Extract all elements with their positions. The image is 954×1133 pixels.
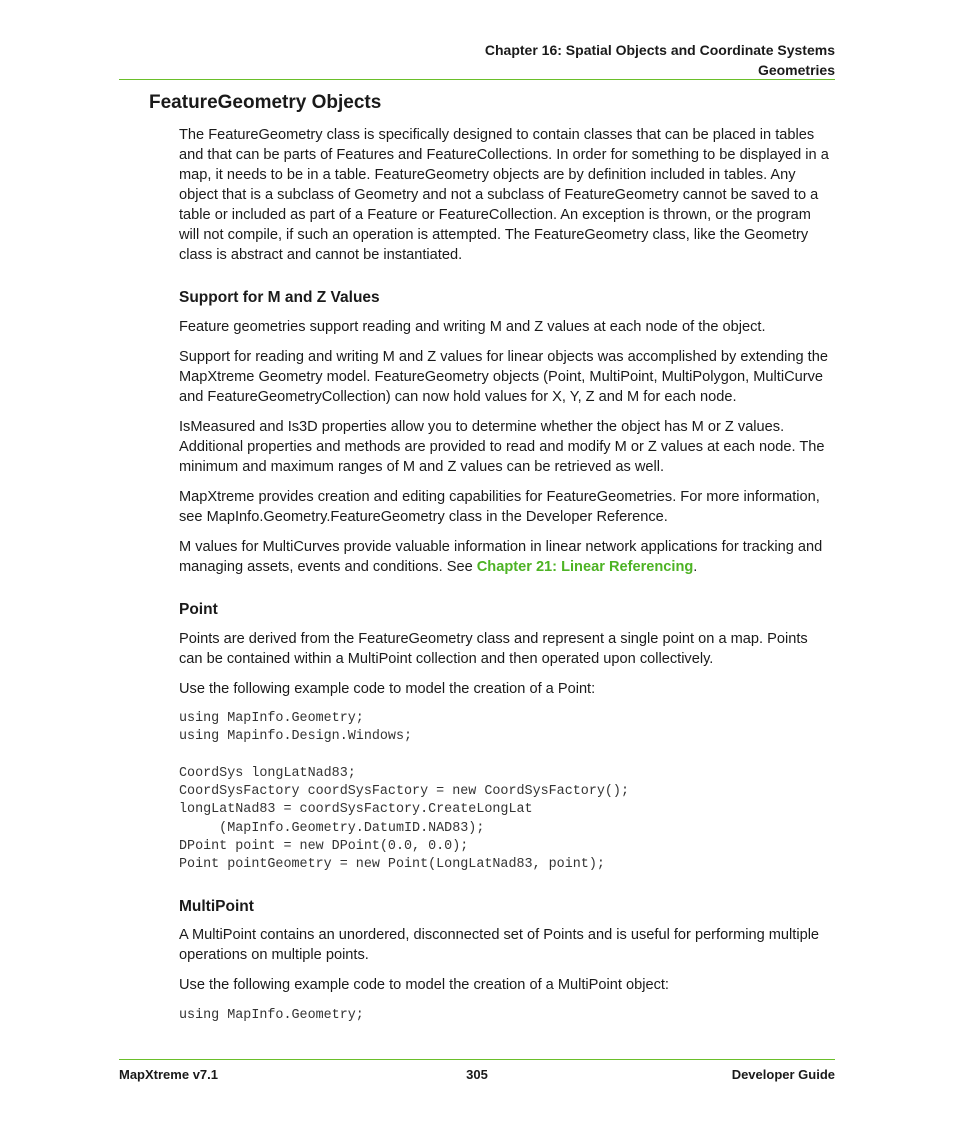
multipoint-paragraph-1: A MultiPoint contains an unordered, disconnected set of Points and is useful for performing multiple operations on multiple points. (179, 926, 820, 963)
footer-product: MapXtreme v7.1 (119, 1067, 218, 1082)
mz-paragraph-4: MapXtreme provides creation and editing capabilities for FeatureGeometries. For more information, see MapInfo.Geometry.FeatureGeometry class in the Developer Reference. (179, 489, 820, 525)
point-heading: Point (179, 601, 218, 618)
main-content (179, 125, 835, 1025)
multipoint-heading: MultiPoint (179, 897, 254, 915)
mz-heading: Support for M and Z Values (179, 289, 380, 306)
multipoint-paragraph-2: Use the following example code to model the creation of a MultiPoint object: (179, 976, 669, 993)
linear-referencing-link[interactable]: Chapter 21: Linear Referencing (476, 559, 694, 575)
point-paragraph-1: Points are derived from the FeatureGeometry class and represent a single point on a map. Points can be contained within a MultiPoint collection and then operated upon collectively. (179, 631, 808, 667)
header-section: Geometries (757, 62, 835, 78)
mz-paragraph-1: Feature geometries support reading and writing M and Z values at each node of the object. (179, 319, 766, 335)
mz-paragraph-5-text: M values for MultiCurves provide valuable information in linear network applications for tracking and managing assets, events and conditions. See (179, 539, 823, 575)
point-paragraph-2: Use the following example code to model the creation of a Point: (179, 681, 596, 697)
running-header (485, 40, 835, 80)
mz-paragraph-3: IsMeasured and Is3D properties allow you to determine whether the object has M or Z values. Additional properties and methods are provided to read and modify M or Z values at each node. The minimum and maximum ranges of M and Z values can be retrieved as well. (179, 419, 825, 475)
point-code-block: using MapInfo.Geometry; using Mapinfo.Design.Windows; CoordSys longLatNad83; CoordSysFactory coordSysFactory = new CoordSysFactory(); longLatNad83 = coordSysFactory.CreateLongLat (MapInfo.Geometry.DatumID.NAD83); DPoint point = new DPoint(0.0, 0.0); Point pointGeometry = new Point(LongLatNad83, point); (179, 711, 629, 873)
multipoint-code-block: using MapInfo.Geometry; (179, 1007, 364, 1023)
intro-paragraph: The FeatureGeometry class is specifically designed to contain classes that can be placed in tables and that can be parts of Features and FeatureCollections. In order for something to be displayed in a map, it needs to be in a table. FeatureGeometry objects are by definition included in tables. Any object that is a subclass of Geometry and not a subclass of FeatureGeometry cannot be saved to a table or included as part of a Feature or FeatureCollection. An exception is thrown, or the program will not compile, if such an operation is attempted. The FeatureGeometry class, like the Geometry class is abstract and cannot be instantiated. (179, 127, 829, 263)
footer-guide: Developer Guide (731, 1067, 835, 1082)
footer-rule (119, 1059, 835, 1060)
mz-paragraph-2: Support for reading and writing M and Z values for linear objects was accomplished by extending the MapXtreme Geometry model. FeatureGeometry objects (Point, MultiPoint, MultiPolygon, MultiCurve and FeatureGeometryCollection) can now hold values for X, Y, Z and M for each node. (179, 349, 828, 405)
mz-paragraph-5 (179, 537, 835, 577)
header-rule (119, 79, 835, 80)
mz-paragraph-5-end: . (693, 559, 698, 575)
footer-page-number: 305 (466, 1067, 488, 1082)
page-title: FeatureGeometry Objects (149, 92, 382, 113)
header-chapter: Chapter 16: Spatial Objects and Coordinate Systems (484, 42, 835, 58)
